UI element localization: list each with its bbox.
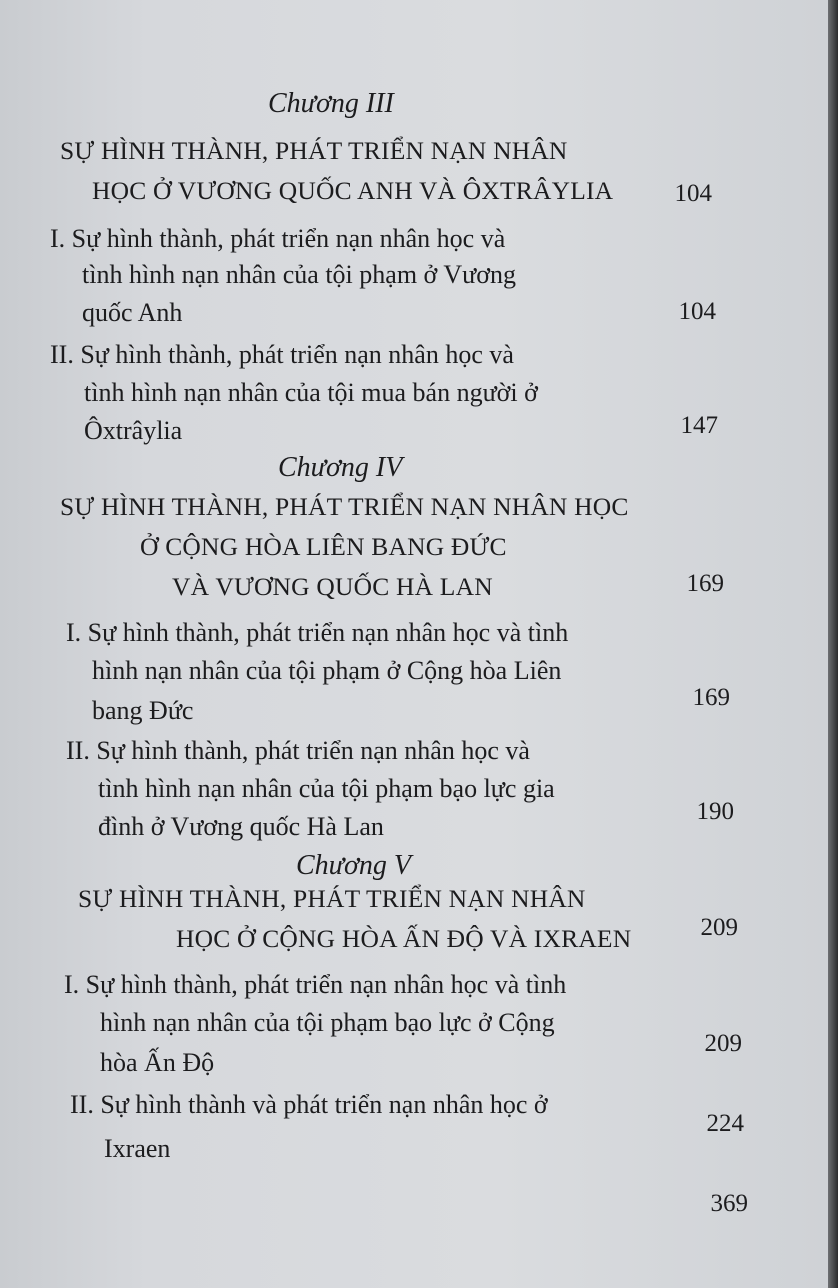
chapter-5-heading-line-2: HỌC Ở CỘNG HÒA ẤN ĐỘ VÀ IXRAEN [176, 924, 632, 953]
chapter-4-heading-line-2: Ở CỘNG HÒA LIÊN BANG ĐỨC [140, 532, 507, 561]
section-5-1-line-3: hòa Ấn Độ [100, 1048, 215, 1077]
section-5-1-line-1: I. Sự hình thành, phát triển nạn nhân học và tình [64, 970, 567, 999]
section-5-2-line-2: Ixraen [104, 1134, 171, 1163]
section-4-2-line-3: đình ở Vương quốc Hà Lan [98, 812, 384, 841]
section-3-1-line-1: I. Sự hình thành, phát triển nạn nhân học và [50, 224, 506, 253]
section-4-1-line-3: bang Đức [92, 696, 194, 725]
section-3-2-page: 147 [680, 412, 718, 439]
chapter-4-heading-line-1: SỰ HÌNH THÀNH, PHÁT TRIỂN NẠN NHÂN HỌC [60, 492, 629, 521]
chapter-3-page: 104 [674, 180, 712, 207]
section-4-2-line-1: II. Sự hình thành, phát triển nạn nhân học và [66, 736, 530, 765]
chapter-5-page: 209 [700, 914, 738, 941]
chapter-5-title: Chương V [296, 850, 411, 881]
section-3-2-line-1: II. Sự hình thành, phát triển nạn nhân học và [50, 340, 514, 369]
section-3-2-line-2: tình hình nạn nhân của tội mua bán người ở [84, 378, 538, 407]
section-3-1-line-3: quốc Anh [82, 298, 183, 327]
section-4-2-page: 190 [696, 798, 734, 825]
chapter-5-heading-line-1: SỰ HÌNH THÀNH, PHÁT TRIỂN NẠN NHÂN [78, 884, 586, 913]
chapter-3-title: Chương III [268, 88, 394, 119]
section-5-1-page: 209 [704, 1030, 742, 1057]
section-4-1-line-1: I. Sự hình thành, phát triển nạn nhân học và tình [66, 618, 569, 647]
section-4-1-line-2: hình nạn nhân của tội phạm ở Cộng hòa Liên [92, 656, 562, 685]
chapter-4-heading-line-3: VÀ VƯƠNG QUỐC HÀ LAN [172, 572, 493, 601]
chapter-4-page: 169 [686, 570, 724, 597]
chapter-3-heading-line-1: SỰ HÌNH THÀNH, PHÁT TRIỂN NẠN NHÂN [60, 136, 568, 165]
section-5-1-line-2: hình nạn nhân của tội phạm bạo lực ở Cộng [100, 1008, 555, 1037]
page-edge-shadow [828, 0, 838, 1288]
section-4-1-page: 169 [692, 684, 730, 711]
section-3-1-line-2: tình hình nạn nhân của tội phạm ở Vương [82, 260, 516, 289]
page-number: 369 [710, 1190, 748, 1217]
section-3-1-page: 104 [678, 298, 716, 325]
section-3-2-line-3: Ôxtrâylia [84, 416, 183, 445]
section-5-2-page: 224 [706, 1110, 744, 1137]
chapter-4-title: Chương IV [278, 452, 403, 483]
section-4-2-line-2: tình hình nạn nhân của tội phạm bạo lực gia [98, 774, 555, 803]
chapter-3-heading-line-2: HỌC Ở VƯƠNG QUỐC ANH VÀ ÔXTRÂYLIA [92, 176, 614, 205]
section-5-2-line-1: II. Sự hình thành và phát triển nạn nhân học ở [70, 1090, 548, 1119]
